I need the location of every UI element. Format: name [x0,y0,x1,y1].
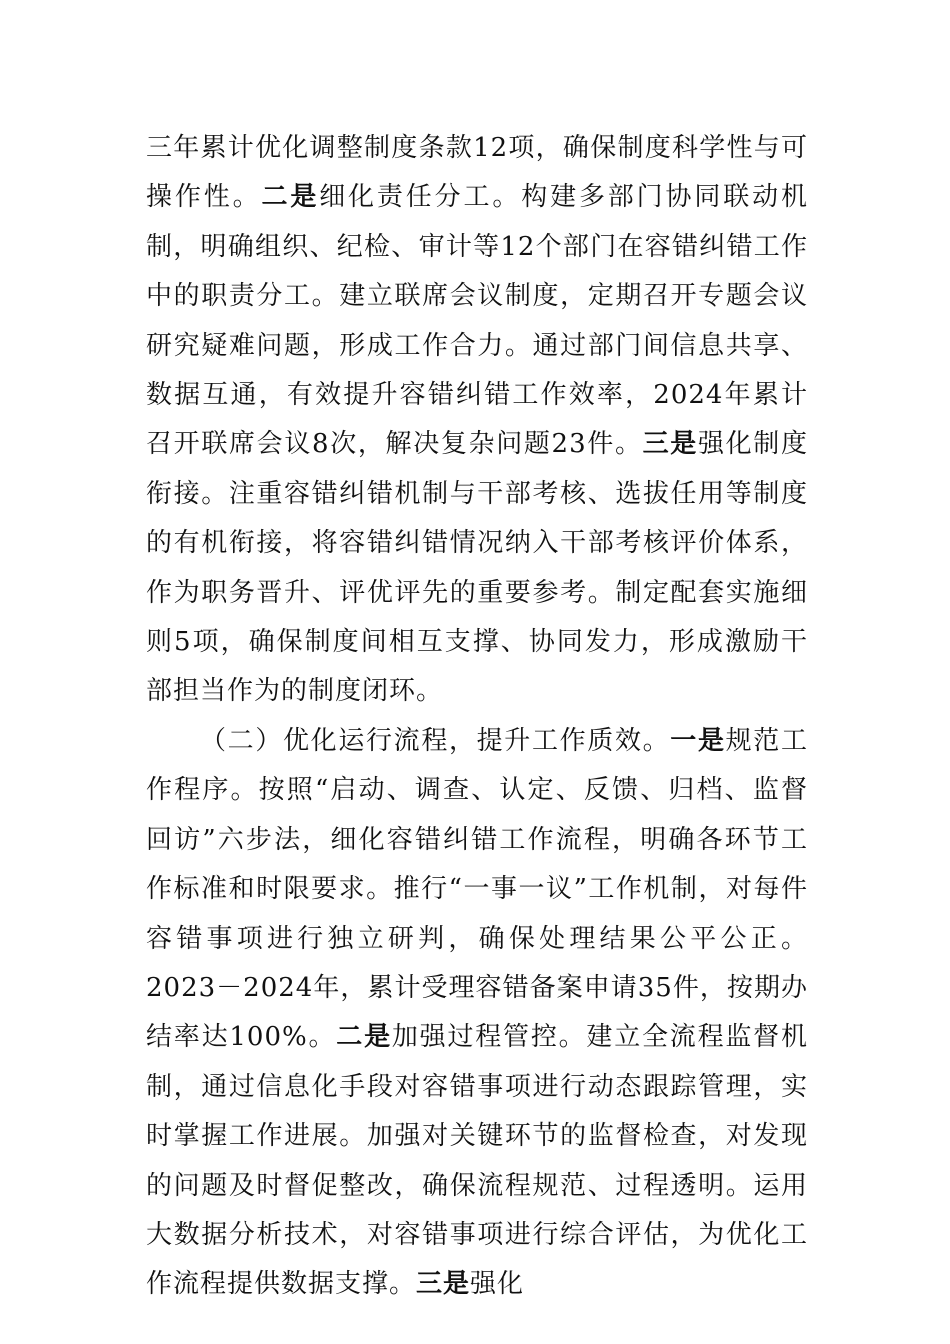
paragraph-2-marker-3: 三是 [416,1269,471,1300]
paragraph-2-marker-1: 一是 [670,725,726,756]
paragraph-2-text-1: 规范工作程序。按照“启动、调查、认定、反馈、归档、监督回访”六步法，细化容错纠错工作流程，明确各环节工作标准和时限要求。推行“一事一议”工作机制，对每件容错事项进行独立研判，确保处理结果公平公正。2023－2024年，累计受理容错备案申请35件，按期办结率达100%。 [146,725,808,1053]
paragraph-1-text-1: 三年累计优化调整制度条款12项，确保制度科学性与可操作性。 [146,133,808,213]
paragraph-1 [146,124,808,717]
paragraph-1-text-3: 强化制度衔接。注重容错纠错机制与干部考核、选拔任用等制度的有机衔接，将容错纠错情况纳入干部考核评价体系，作为职务晋升、评优评先的重要参考。制定配套实施细则5项，确保制度间相互支撑、协同发力，形成激励干部担当作为的制度闭环。 [146,429,808,707]
paragraph-2-text-3: 强化 [470,1269,525,1300]
paragraph-2 [146,717,808,1310]
paragraph-1-marker-2: 二是 [261,182,320,213]
paragraph-1-text-2: 细化责任分工。构建多部门协同联动机制，明确组织、纪检、审计等12个部门在容错纠错工作中的职责分工。建立联席会议制度，定期召开专题会议研究疑难问题，形成工作合力。通过部门间信息共享、数据互通，有效提升容错纠错工作效率，2024年累计召开联席会议8次，解决复杂问题23件。 [146,182,808,460]
paragraph-2-marker-2: 二是 [336,1022,392,1053]
document-body [146,124,808,1310]
paragraph-1-marker-3: 三是 [642,429,698,460]
paragraph-2-heading: （二）优化运行流程，提升工作质效。 [200,725,671,756]
paragraph-2-text-2: 加强过程管控。建立全流程监督机制，通过信息化手段对容错事项进行动态跟踪管理，实时掌握工作进展。加强对关键环节的监督检查，对发现的问题及时督促整改，确保流程规范、过程透明。运用大数据分析技术，对容错事项进行综合评估，为优化工作流程提供数据支撑。 [146,1022,808,1300]
